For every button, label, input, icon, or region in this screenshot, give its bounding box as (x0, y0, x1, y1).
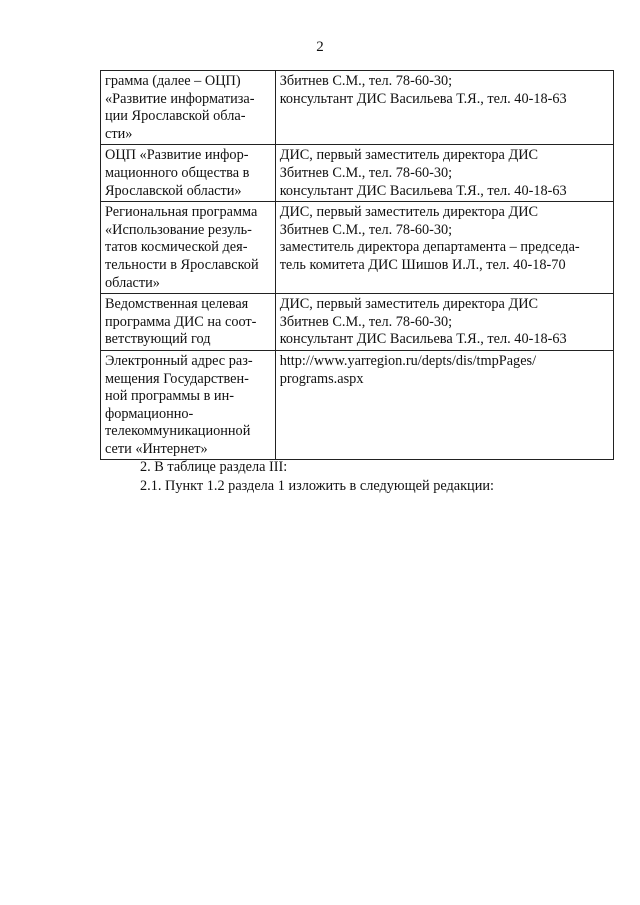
table-cell-label: Ведомственная целевая программа ДИС на соот- ветствующий год (101, 294, 276, 351)
table-cell-label: Региональная программа «Использование резуль- татов космической дея- тельности в Ярославской области» (101, 202, 276, 294)
paragraph-item-1-2: 2.1. Пункт 1.2 раздела 1 изложить в следующей редакции: (140, 478, 494, 494)
table-cell-value: ДИС, первый заместитель директора ДИС Збитнев С.М., тел. 78-60-30; заместитель директора департамента – председа- тель комитета ДИС Шишов И.Л., тел. 40-18-70 (275, 202, 613, 294)
page-number: 2 (316, 39, 324, 55)
table-row (101, 145, 614, 202)
table-cell-label: Электронный адрес раз- мещения Государствен- ной программы в ин- формационно- телекоммуникационной сети «Интернет» (101, 350, 276, 460)
table-cell-value: ДИС, первый заместитель директора ДИС Збитнев С.М., тел. 78-60-30; консультант ДИС Васильева Т.Я., тел. 40-18-63 (275, 145, 613, 202)
table-row (101, 350, 614, 460)
table-row (101, 202, 614, 294)
table-cell-value: ДИС, первый заместитель директора ДИС Збитнев С.М., тел. 78-60-30; консультант ДИС Васильева Т.Я., тел. 40-18-63 (275, 294, 613, 351)
table-cell-value: http://www.yarregion.ru/depts/dis/tmpPages/ programs.aspx (275, 350, 613, 460)
table-row (101, 294, 614, 351)
table-row (101, 71, 614, 145)
program-info-table (100, 70, 614, 460)
paragraph-table-section-3: 2. В таблице раздела III: (140, 459, 288, 475)
table-cell-label: ОЦП «Развитие инфор- мационного общества в Ярославской области» (101, 145, 276, 202)
table-cell-label: грамма (далее – ОЦП) «Развитие информатиза- ции Ярославской обла- сти» (101, 71, 276, 145)
table-cell-value: Збитнев С.М., тел. 78-60-30; консультант ДИС Васильева Т.Я., тел. 40-18-63 (275, 71, 613, 145)
